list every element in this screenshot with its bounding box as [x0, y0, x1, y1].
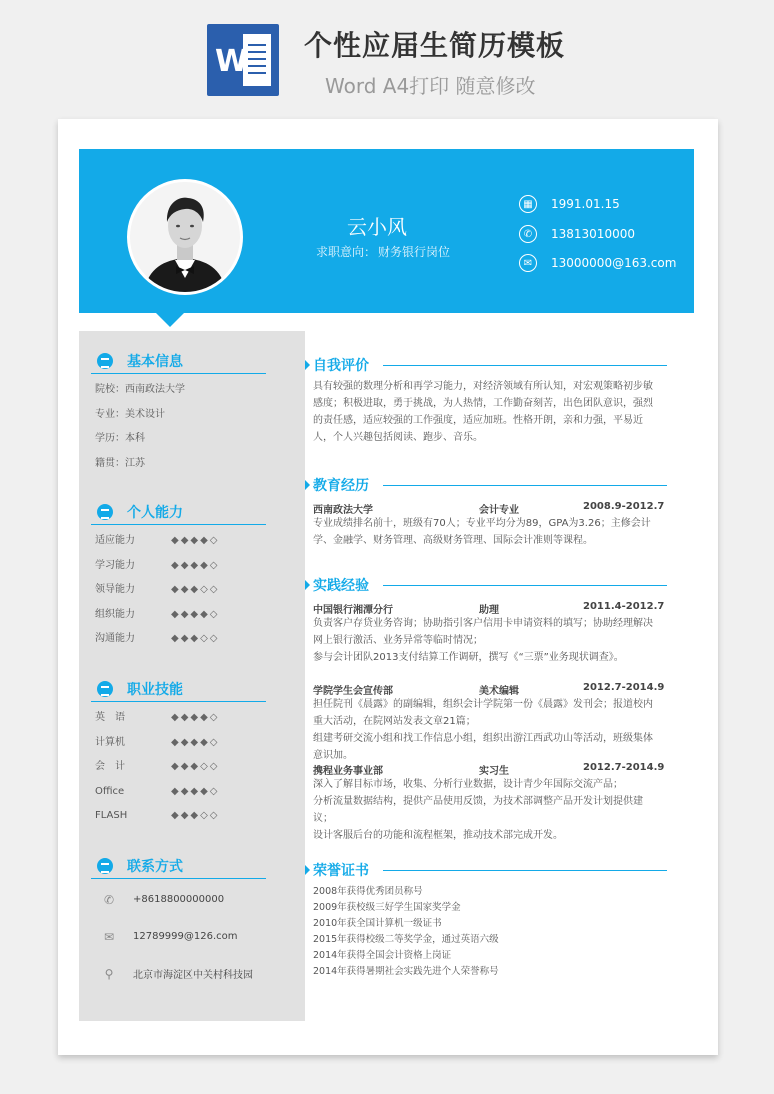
- skill-row: 会 计 ◆◆◆◇◇: [95, 761, 220, 772]
- resume-header: [79, 149, 694, 313]
- basic-info-section: [91, 348, 266, 476]
- self-eval-text: 具有较强的数理分析和再学习能力，对经济领域有所认知，对宏观策略初步敏感度；积极进取，勇于挑战，为人热情，工作勤奋刻苦，出色团队意识，强烈的责任感，适应较强的工作强度，适应加班。性格开朗，亲和力强，平易近人，个人兴趣包括阅读、跑步、音乐。: [313, 381, 653, 443]
- basic-info-title: 基本信息: [127, 353, 183, 370]
- skill-row: 计算机 ◆◆◆◆◇: [95, 736, 220, 748]
- skills-section: [91, 676, 266, 829]
- honor-item: 2010年获全国计算机一级证书: [313, 918, 442, 929]
- skill-row: Office ◆◆◆◆◇: [95, 785, 220, 797]
- ability-row: 沟通能力 ◆◆◆◇◇: [95, 633, 220, 644]
- honor-item: 2015年获得校级二等奖学金，通过英语六级: [313, 934, 499, 945]
- contact-email-row: [91, 918, 266, 955]
- word-logo-icon: [207, 24, 279, 96]
- phone-value: 13813010000: [551, 227, 635, 241]
- contact-title: 联系方式: [127, 858, 183, 875]
- job-intent: [316, 243, 450, 260]
- phone-icon: ✆: [103, 892, 115, 907]
- birthday-row: [519, 195, 620, 213]
- skills-title: 职业技能: [127, 681, 183, 698]
- honor-item: 2008年获得优秀团员称号: [313, 886, 423, 897]
- job-intent-label: 求职意向：: [316, 245, 377, 259]
- basic-info-row: 籍贯： 江苏: [95, 457, 145, 469]
- education-major: 会计专业: [479, 505, 519, 516]
- education-heading: 教育经历: [305, 475, 667, 495]
- job-intent-value: 财务银行岗位: [378, 245, 451, 259]
- basic-info-icon: [97, 353, 113, 369]
- phone-icon: ✆: [519, 225, 537, 243]
- honor-item: 2014年获得暑期社会实践先进个人荣誉称号: [313, 966, 499, 977]
- mail-icon: ✉: [519, 254, 537, 272]
- honors-list: [313, 884, 661, 980]
- basic-info-row: 学历： 本科: [95, 433, 145, 444]
- ability-row: 适应能力 ◆◆◆◆◇: [95, 535, 220, 546]
- template-title: 个性应届生简历模板: [304, 29, 566, 62]
- job-desc: 担任院刊《晨露》的副编辑，组织会计学院第一份《晨露》发刊会；报道校内重大活动，在院网站发表文章21篇； 组建考研交流小组和找工作信息小组，组织出游江西武功山等活动，班级集体意识加。: [313, 699, 653, 761]
- honor-item: 2009年获校级三好学生国家奖学金: [313, 902, 461, 913]
- education-desc: 专业成绩排名前十，班级有70人；专业平均分为89，GPA为3.26；主修会计学、金融学、财务管理、高级财务管理、国际会计准则等课程。: [313, 518, 651, 546]
- email-row: [519, 254, 676, 272]
- template-subtitle: Word A4打印 随意修改: [325, 74, 536, 98]
- calendar-icon: ▦: [519, 195, 537, 213]
- skills-icon: [97, 681, 113, 697]
- practice-heading: 实践经验: [305, 575, 667, 595]
- contact-section: [91, 853, 266, 992]
- job-row: 携程业务事业部 实习生 2012.7-2014.9: [313, 762, 665, 777]
- location-pin-icon: ⚲: [104, 966, 114, 981]
- honor-item: 2014年获得全国会计资格上岗证: [313, 950, 452, 961]
- skill-row: FLASH ◆◆◆◇◇: [95, 810, 220, 821]
- honors-heading: 荣誉证书: [305, 860, 667, 880]
- contact-phone: +8618800000000: [133, 894, 225, 905]
- education-row: [313, 501, 665, 516]
- birthday-value: 1991.01.15: [551, 197, 620, 211]
- skill-row: 英 语 ◆◆◆◆◇: [95, 712, 220, 723]
- candidate-name: 云小风: [347, 215, 407, 239]
- job-desc: 负责客户存贷业务咨询；协助指引客户信用卡申请资料的填写；协助经理解决网上银行激活、业务异常等临时情况； 参与会计团队2013支付结算工作调研，撰写《“三票”业务现状调查》。: [313, 618, 653, 663]
- basic-info-row: 院校： 西南政法大学: [95, 384, 185, 395]
- contact-phone-row: [91, 881, 266, 918]
- ability-row: 学习能力 ◆◆◆◆◇: [95, 559, 220, 571]
- contact-address: 北京市海淀区中关村科技园: [133, 970, 253, 981]
- education-period: 2008.9-2012.7: [583, 501, 665, 512]
- job-row: 中国银行湘潭分行 助理 2011.4-2012.7: [313, 601, 665, 616]
- ability-row: 领导能力 ◆◆◆◇◇: [95, 584, 220, 595]
- education-school: 西南政法大学: [313, 505, 373, 516]
- resume-page: [58, 119, 718, 1055]
- word-logo-letter: W: [215, 44, 249, 79]
- mail-icon: ✉: [103, 929, 115, 944]
- basic-info-row: 专业： 美术设计: [95, 408, 165, 420]
- phone-row: [519, 225, 635, 243]
- contact-address-row: [91, 955, 266, 992]
- job-desc: 深入了解目标市场，收集、分析行业数据，设计青少年国际交流产品； 分析流量数据结构，提供产品使用反馈，为技术部调整产品开发计划提供建议； 设计客服后台的功能和流程框架，推动技术部完成开发。: [313, 779, 643, 841]
- header-pointer: [150, 313, 190, 331]
- contact-icon: [97, 858, 113, 874]
- job-row: 学院学生会宣传部 美术编辑 2012.7-2014.9: [313, 682, 665, 697]
- abilities-title: 个人能力: [127, 504, 183, 521]
- abilities-section: [91, 499, 266, 652]
- abilities-icon: [97, 504, 113, 520]
- ability-row: 组织能力 ◆◆◆◆◇: [95, 608, 220, 620]
- self-eval-heading: 自我评价: [305, 355, 667, 375]
- email-value: 13000000@163.com: [551, 256, 677, 270]
- avatar: [127, 179, 243, 295]
- contact-email: 12789999@126.com: [133, 931, 238, 942]
